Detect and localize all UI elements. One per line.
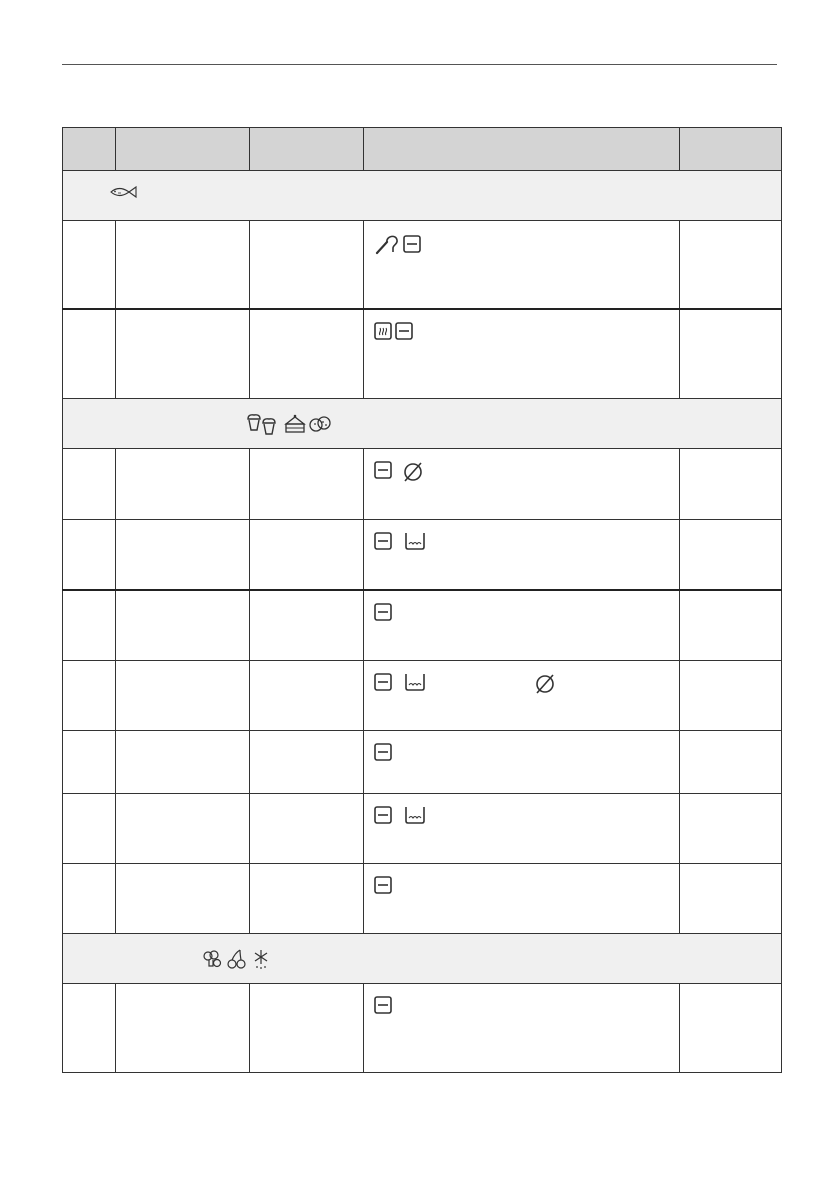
table-cell-2 [116,591,250,660]
table-cell-4 [364,310,680,398]
header-cell-1 [62,128,116,170]
table-cell-5 [680,520,782,589]
table-row [62,520,782,591]
group-row-fruit-vegetables-frozen [62,934,782,984]
conventional-heating-icon [374,996,392,1014]
header-cell-5 [680,128,782,170]
table-cell-1 [62,864,116,933]
table-cell-2 [116,731,250,793]
group-icons [201,948,271,970]
food-probe-icon [374,233,400,255]
conventional-heating-icon [395,322,413,340]
table-cell-1 [62,520,116,589]
table-row [62,864,782,934]
table-cell-4 [364,794,680,863]
row-icons [374,996,395,1014]
table-row [62,984,782,1073]
steam-heating-icon [374,322,392,340]
table-cell-3 [250,449,364,519]
table-cell-2 [116,984,250,1072]
table-row [62,221,782,310]
frozen-icon [251,948,271,970]
row-icons [374,743,395,761]
baking-tray-icon [404,806,426,824]
table-cell-4 [364,591,680,660]
baking-tray-icon [404,673,426,691]
table-cell-1 [62,661,116,730]
table-cell-3 [250,520,364,589]
table-cell-1 [62,731,116,793]
table-cell-3 [250,794,364,863]
cookies-icon [309,415,331,433]
table-cell-3 [250,310,364,398]
table-cell-3 [250,661,364,730]
table-row [62,449,782,520]
settings-table [62,127,782,1073]
table-cell-2 [116,310,250,398]
vegetables-icon [201,949,223,969]
fish-icon [109,185,139,199]
header-cell-3 [250,128,364,170]
baking-tray-icon [404,532,426,550]
table-cell-5 [680,310,782,398]
conventional-heating-icon [374,603,392,621]
table-row [62,661,782,731]
table-cell-5 [680,221,782,308]
table-cell-4 [364,221,680,308]
table-cell-4 [364,864,680,933]
conventional-heating-icon [374,876,392,894]
group-row-fish [62,171,782,221]
table-cell-5 [680,661,782,730]
table-cell-1 [62,984,116,1072]
table-cell-5 [680,731,782,793]
table-row [62,794,782,864]
table-cell-2 [116,794,250,863]
cake-icon [284,413,306,435]
row-icons [374,322,416,340]
table-cell-1 [62,591,116,660]
table-cell-4 [364,984,680,1072]
conventional-heating-icon [374,461,392,479]
table-cell-5 [680,449,782,519]
table-cell-4 [364,661,680,730]
table-cell-2 [116,520,250,589]
conventional-heating-icon [374,743,392,761]
diameter-icon [534,673,556,695]
table-cell-2 [116,449,250,519]
table-cell-4 [364,520,680,589]
table-cell-1 [62,449,116,519]
group-row-baking [62,399,782,449]
table-cell-3 [250,221,364,308]
table-cell-1 [62,794,116,863]
table-header [62,127,782,171]
conventional-heating-icon [374,673,392,691]
header-cell-4 [364,128,680,170]
table-cell-4 [364,449,680,519]
table-cell-4 [364,731,680,793]
row-icons [374,603,395,621]
conventional-heating-icon [403,235,421,253]
table-cell-3 [250,864,364,933]
table-cell-3 [250,984,364,1072]
conventional-heating-icon [374,532,392,550]
table-cell-5 [680,984,782,1072]
conventional-heating-icon [374,806,392,824]
top-rule [62,64,777,65]
table-cell-3 [250,591,364,660]
fruit-icon [226,948,248,970]
table-cell-1 [62,310,116,398]
row-icons [374,233,424,255]
table-row [62,591,782,661]
table-row [62,310,782,399]
table-row [62,731,782,794]
group-icons [109,185,139,199]
table-cell-2 [116,661,250,730]
header-cell-2 [116,128,250,170]
table-cell-2 [116,221,250,308]
row-icons [374,876,395,894]
muffins-icon [245,413,281,435]
table-cell-5 [680,864,782,933]
table-cell-3 [250,731,364,793]
diameter-icon [402,461,424,483]
table-cell-1 [62,221,116,308]
table-cell-5 [680,591,782,660]
table-cell-2 [116,864,250,933]
group-icons [245,413,331,435]
table-cell-5 [680,794,782,863]
